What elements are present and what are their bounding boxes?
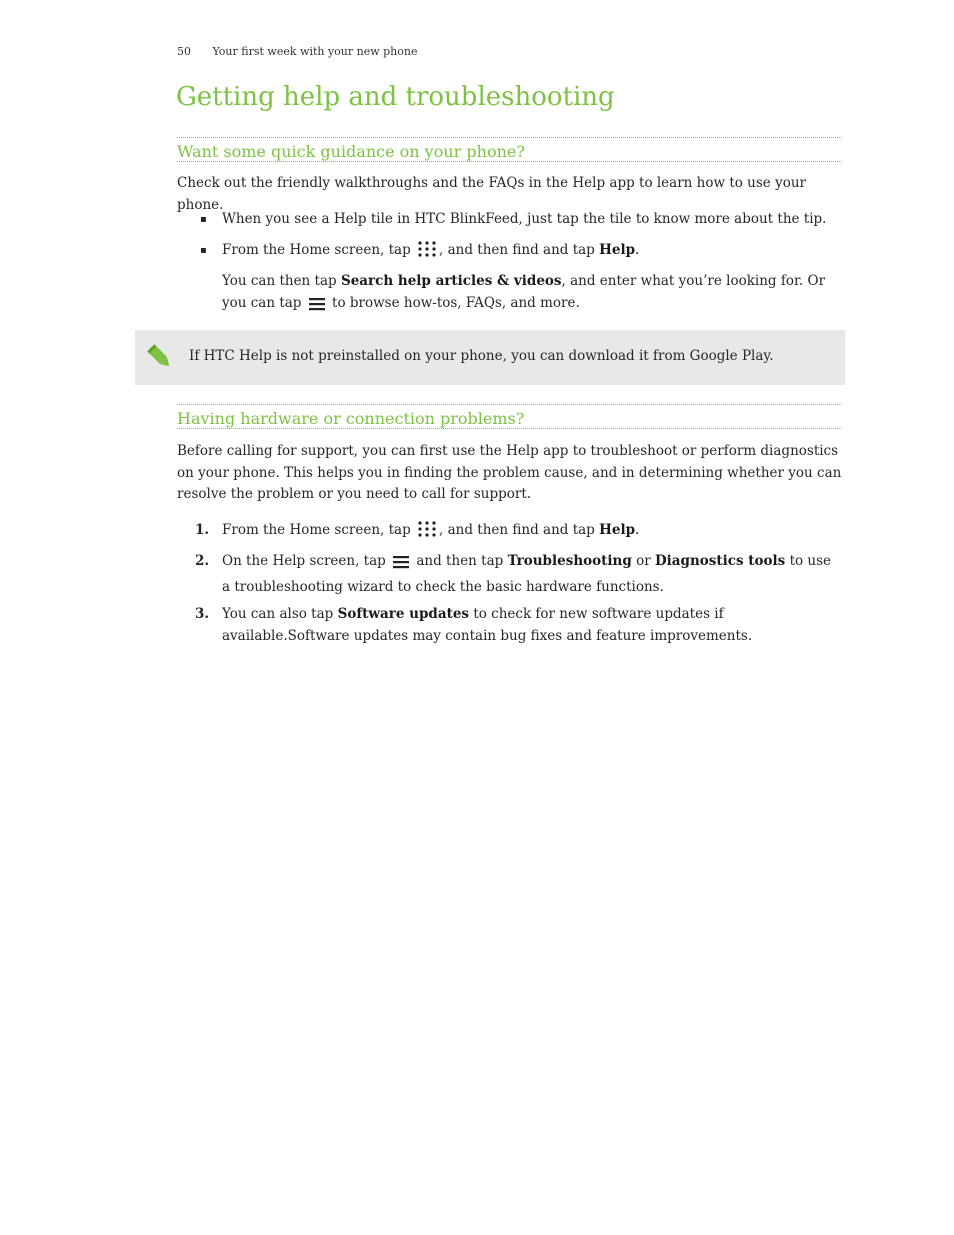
bullet-marker: ▪ <box>200 214 207 225</box>
section-intro: Check out the friendly walkthroughs and the FAQs in the Help app to learn how to use your phone. <box>177 175 806 213</box>
step-item: From the Home screen, tap , and then find and tap Help. <box>222 520 837 546</box>
running-header <box>177 45 417 58</box>
list-item: From the Home screen, tap , and then find and tap Help. <box>222 240 837 266</box>
apps-grid-icon <box>417 520 437 546</box>
section-intro: Before calling for support, you can first use the Help app to troubleshoot or perform diagnostics on your phone. This helps you in finding the problem cause, and in determining whether you can resolve the problem or you need to call for support. <box>177 443 842 502</box>
pencil-note-icon <box>145 342 175 376</box>
section-title: Want some quick guidance on your phone? <box>177 142 525 161</box>
running-title: Your first week with your new phone <box>212 45 418 58</box>
note-box <box>135 330 845 385</box>
menu-icon <box>392 555 410 577</box>
section-heading-hardware-problems <box>177 404 842 429</box>
bullet-marker: ▪ <box>200 245 207 256</box>
list-item: When you see a Help tile in HTC BlinkFeed, just tap the tile to know more about the tip. <box>222 211 827 227</box>
section-title: Having hardware or connection problems? <box>177 409 525 428</box>
chapter-title: Getting help and troubleshooting <box>176 82 615 112</box>
step-number: 3. <box>195 606 210 622</box>
note-text: If HTC Help is not preinstalled on your phone, you can download it from Google Play. <box>189 348 774 364</box>
menu-icon <box>308 297 326 319</box>
step-item: You can also tap Software updates to check for new software updates if available.Software updates may contain bug fixes and feature improvements. <box>222 606 753 644</box>
page-number: 50 <box>177 45 191 58</box>
list-item-continuation: You can then tap Search help articles & videos, and enter what you’re looking for. Or you can tap to browse how-tos, FAQs, and more. <box>222 271 837 318</box>
apps-grid-icon <box>417 240 437 266</box>
step-number: 2. <box>195 553 210 569</box>
step-item: On the Help screen, tap and then tap Troubleshooting or Diagnostics tools to use a troubleshooting wizard to check the basic hardware functions. <box>222 553 832 595</box>
step-number: 1. <box>195 522 210 538</box>
section-heading-quick-guidance <box>177 137 842 162</box>
